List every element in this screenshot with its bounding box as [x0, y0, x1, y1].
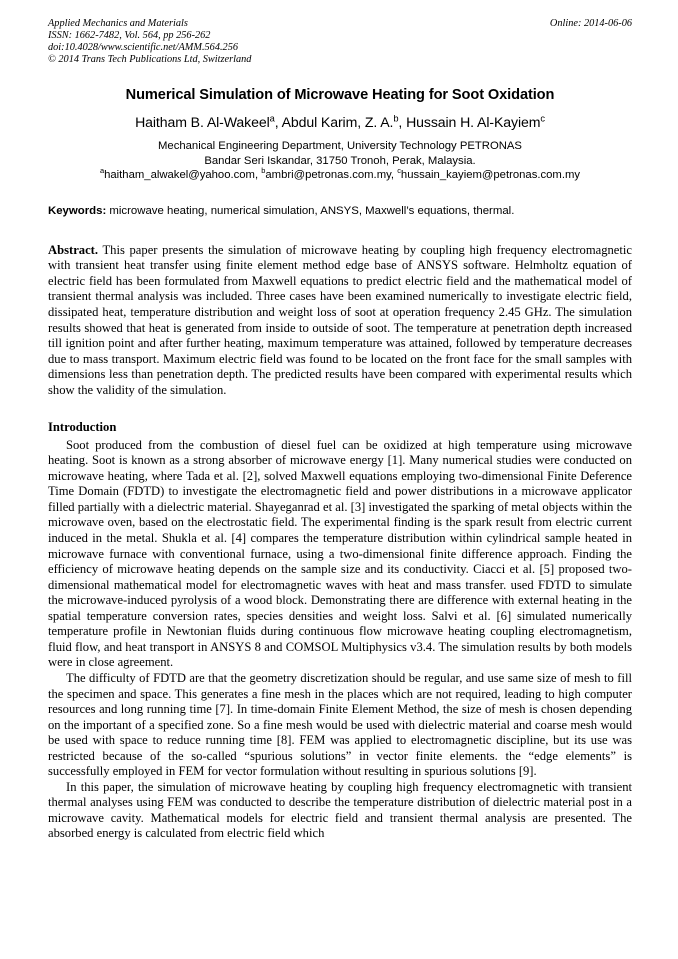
author-2-name: Abdul Karim, Z. A.	[281, 114, 394, 130]
author-3-name: Hussain H. Al-Kayiem	[406, 114, 541, 130]
masthead-left	[48, 18, 457, 66]
intro-paragraph-3: In this paper, the simulation of microwave heating by coupling high frequency electromagnetic with transient thermal analyses using FEM was conducted to describe the temperature distribution of dielectric material post in a microwave cavity. Mathematical models for electric field and transient thermal analysis are presented. The absorbed energy is calculated from electric field which	[48, 779, 632, 841]
email-2-mark: b	[261, 166, 266, 176]
intro-paragraph-2: The difficulty of FDTD are that the geometry discretization should be regular, and use same size of mesh to fill the specimen and space. This generates a fine mesh in the places which are not required, leading to high computer resources and long running time [7]. In time-domain Finite Element Method, the size of mesh is chosen depending on the important of a specified zone. So a fine mesh would be used with dielectric material and coarse mesh would be used with space to reduce running time [8]. FEM was applied to electromagnetic discipline, but its use was restricted because of the so-called “spurious solutions” in vector finite elements. the “edge elements” is successfully employed in FEM for vector formulation without resulting in spurious solutions [9].	[48, 670, 632, 779]
author-separator-2: ,	[398, 114, 407, 130]
issn-volume-pages: ISSN: 1662-7482, Vol. 564, pp 256-262	[48, 29, 211, 41]
email-3-mark: c	[397, 166, 401, 176]
author-list	[48, 113, 632, 131]
keywords-line	[48, 204, 632, 219]
email-2: ambri@petronas.com.my,	[265, 169, 398, 182]
author-emails	[48, 168, 632, 183]
email-3: hussain_kayiem@petronas.com.my	[400, 169, 581, 182]
abstract-label: Abstract.	[48, 242, 99, 257]
intro-paragraph-1: Soot produced from the combustion of diesel fuel can be oxidized at high temperature using microwave heating. Soot is known as a strong absorber of microwave energy [1]. Many numerical studies were conducted on microwave heating, where Tada et al. [2], solved Maxwell equations employing two-dimensional Finite Deference Time Domain (FDTD) to investigate the electromagnetic field and power distributions in a microwave applicator filled partially with a dielectric material. Shayeganrad et al. [3] investigated the sparking of metal objects within the microwave oven, based on the electrostatic field. The experimental finding is the spark result from electric current induced in the metal. Shukla et al. [4] compares the temperature distribution within cylindrical sample heated in microwave furnace with conventional furnace, using a two-dimensional finite difference approach. Finding the efficiency of microwave heating depends on the sample size and its conductivity. Ciacci et al. [5] proposed two-dimensional mathematical model for electromagnetic waves with heat and mass transfer. used FDTD to simulate the microwave-induced pyrolysis of a wood block. Demonstrating there are difference with external heating in the spatial temperature conversion rates, species densities and weight loss. Salvi et al. [6] simulated numerically temperature profile in Newtonian fluids during continuous flow microwave heating coupling electromagnetism, fluid flow, and heat transport in ANSYS 8 and COMSOL Multiphysics v3.4. The simulation results by both models were in close agreement.	[48, 437, 632, 670]
page-title: Numerical Simulation of Microwave Heating for Soot Oxidation	[125, 87, 555, 103]
email-1-mark: a	[99, 166, 105, 176]
author-1-name: Haitham B. Al-Wakeel	[135, 114, 270, 130]
author-3-affiliation-mark: c	[540, 113, 545, 124]
author-separator-1: ,	[274, 114, 282, 130]
affiliation-block	[48, 139, 632, 183]
keywords-value: microwave heating, numerical simulation, ANSYS, Maxwell’s equations, thermal.	[106, 204, 515, 217]
affiliation-line-2: Bandar Seri Iskandar, 31750 Tronoh, Perak, Malaysia.	[204, 154, 476, 167]
keywords-label: Keywords:	[48, 204, 107, 217]
abstract-paragraph	[48, 243, 632, 398]
email-1: haitham_alwakel@yahoo.com,	[104, 169, 262, 182]
masthead	[48, 18, 632, 70]
copyright-line: © 2014 Trans Tech Publications Ltd, Switzerland	[48, 53, 252, 65]
section-heading-introduction: Introduction	[48, 420, 117, 435]
affiliation-line-1: Mechanical Engineering Department, University Technology PETRONAS	[158, 140, 522, 152]
doi-line: doi:10.4028/www.scientific.net/AMM.564.256	[48, 41, 238, 53]
author-2-affiliation-mark: b	[393, 113, 399, 124]
author-1-affiliation-mark: a	[269, 113, 275, 124]
abstract-text: This paper presents the simulation of microwave heating by coupling high frequency electromagnetic with transient heat transfer using finite element method edge base of ANSYS software. Helmholtz equation of electric field has been formulated from Maxwell equations to predict electric field and the mathematical model of transient thermal analysis was included. Three cases have been examined numerically to investigate electric field, dissipated heat, temperature distribution and weight loss of soot at operation frequency 2.45 GHz. The simulation results showed that heat is generated from inside to outside of soot. The temperature at penetration depth increased till ignition point and after further heating, maximum temperature was attained, followed by temperature decreases due to mass transport. Maximum electric field was found to be located on the front face for the small samples with dimensions less than penetration depth. The predicted results have been compared with experimental results which show the validity of the simulation.	[48, 242, 632, 397]
journal-name: Applied Mechanics and Materials	[48, 18, 188, 29]
online-date: Online: 2014-06-06	[549, 18, 632, 29]
